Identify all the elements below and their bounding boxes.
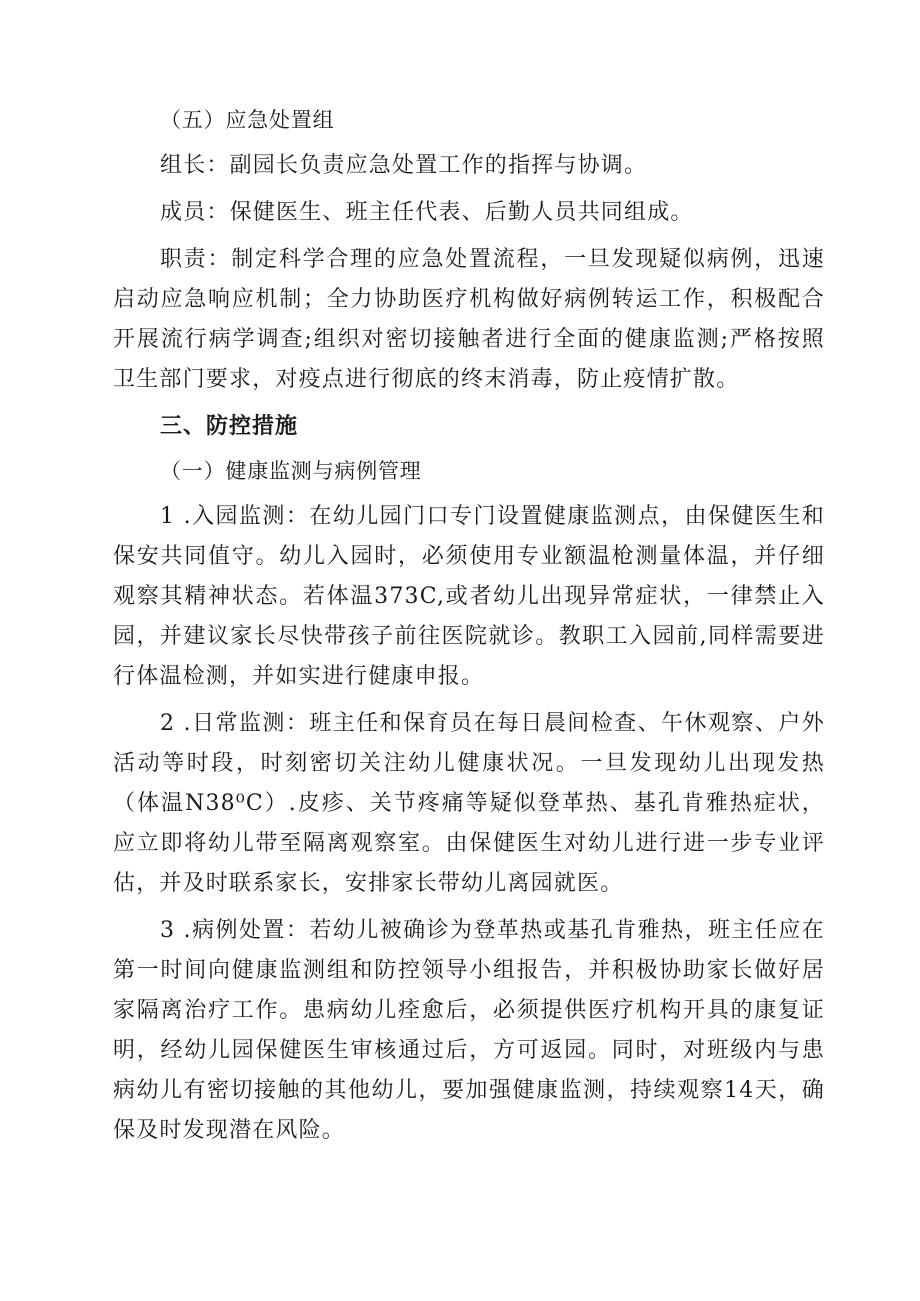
paragraph-leader: 组长：副园长负责应急处置工作的指挥与协调。 (160, 153, 648, 178)
paragraph-duties: 职责：制定科学合理的应急处置流程，一旦发现疑似病例，迅速启动应急响应机制；全力协助医疗机构做好病例转运工作，积极配合开展流行病学调查;组织对密切接触者进行全面的健康监测;严格按照卫生部门要求，对疫点进行彻底的终末消毒，防止疫情扩散。 (113, 247, 825, 392)
paragraph-case-handling: 3 .病例处置：若幼儿被确诊为登革热或基孔肯雅热，班主任应在第一时间向健康监测组和防控领导小组报告，并积极协助家长做好居家隔离治疗工作。患病幼儿痊愈后，必须提供医疗机构开具的康复证明，经幼儿园保健医生审核通过后，方可返园。同时，对班级内与患病幼儿有密切接触的其他幼儿，要加强健康监测，持续观察14天，确保及时发现潜在风险。 (113, 918, 825, 1143)
chapter-title-prevention-measures: 三、防控措施 (160, 414, 299, 439)
paragraph-daily-monitoring: 2 .日常监测：班主任和保育员在每日晨间检查、午休观察、户外活动等时段，时刻密切关注幼儿健康状况。一旦发现幼儿出现发热（体温N38⁰C）.皮疹、关节疼痛等疑似登革热、基孔肯雅热症状，应立即将幼儿带至隔离观察室。由保健医生对幼儿进行进一步专业评估，并及时联系家长，安排家长带幼儿离园就医。 (113, 711, 825, 896)
section-title-emergency-group: （五）应急处置组 (160, 108, 335, 132)
document-page (113, 100, 825, 1158)
paragraph-entry-monitoring: 1 .入园监测：在幼儿园门口专门设置健康监测点，由保健医生和保安共同值守。幼儿入园时，必须使用专业额温枪测量体温，并仔细观察其精神状态。若体温373C,或者幼儿出现异常症状，一律禁止入园，并建议家长尽快带孩子前往医院就诊。教职工入园前,同样需要进行体温检测，并如实进行健康申报。 (113, 504, 825, 689)
paragraph-members: 成员：保健医生、班主任代表、后勤人员共同组成。 (160, 200, 694, 225)
subsection-title-health-monitoring: （一）健康监测与病例管理 (160, 459, 422, 483)
